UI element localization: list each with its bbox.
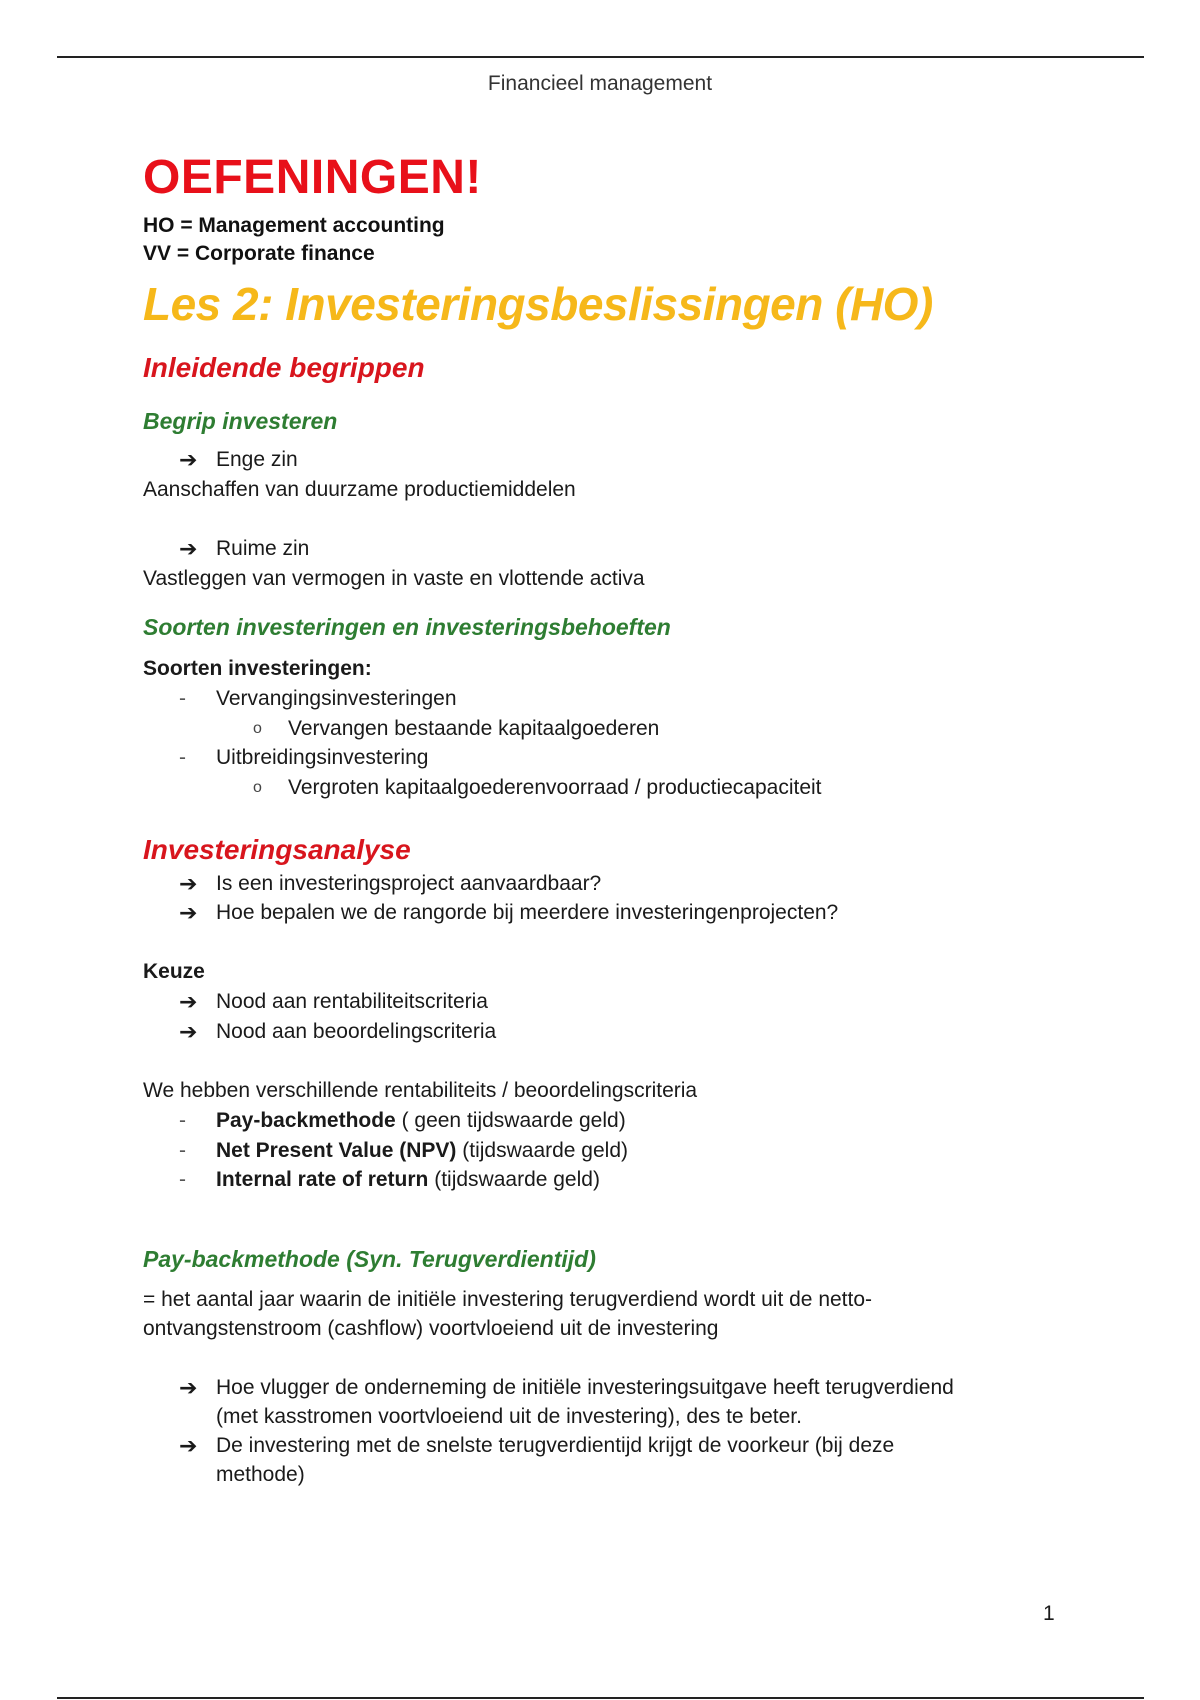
text-enge-zin: Aanschaffen van duurzame productiemiddelen [143,478,576,501]
arrow-icon: ➔ [179,1375,198,1400]
payback-point-continued: (met kasstromen voortvloeiend uit de investering), des te beter. [216,1405,802,1428]
dash-icon: - [179,1168,186,1191]
heading-soorten-investeringen: Soorten investeringen en investeringsbehoeften [143,614,671,640]
arrow-icon: ➔ [179,989,198,1014]
payback-definition-line1: = het aantal jaar waarin de initiële investering terugverdiend wordt uit de netto- [143,1288,873,1311]
abbreviation-ho: HO = Management accounting [143,214,445,237]
dash-icon: - [179,1109,186,1132]
running-header: Financieel management [487,72,713,95]
footer-rule [57,1697,1144,1699]
circle-bullet-icon: o [253,720,262,737]
text-ruime-zin: Vastleggen van vermogen in vaste en vlottende activa [143,567,645,590]
arrow-icon: ➔ [179,447,198,472]
lesson-title: Les 2: Investeringsbeslissingen (HO) [143,278,933,330]
heading-investeringsanalyse: Investeringsanalyse [143,834,411,865]
circle-bullet-icon: o [253,779,262,796]
page-number: 1 [1043,1602,1055,1625]
heading-payback: Pay-backmethode (Syn. Terugverdientijd) [143,1246,596,1272]
subheading-soorten: Soorten investeringen: [143,657,372,680]
page-title: OEFENINGEN! [143,151,482,204]
dash-icon: - [179,687,186,710]
arrow-icon: ➔ [179,1433,198,1458]
heading-inleidende-begrippen: Inleidende begrippen [143,352,425,383]
label-keuze: Keuze [143,960,205,983]
payback-definition-line2: ontvangstenstroom (cashflow) voortvloeiend uit de investering [143,1317,719,1340]
criteria-intro: We hebben verschillende rentabiliteits / beoordelingscriteria [143,1079,698,1102]
arrow-icon: ➔ [179,900,198,925]
arrow-icon: ➔ [179,1019,198,1044]
header-rule [57,56,1144,58]
dash-icon: - [179,746,186,769]
arrow-icon: ➔ [179,536,198,561]
payback-point-continued: methode) [216,1463,305,1486]
arrow-icon: ➔ [179,871,198,896]
abbreviation-vv: VV = Corporate finance [143,242,375,265]
dash-icon: - [179,1139,186,1162]
heading-begrip-investeren: Begrip investeren [143,408,338,434]
